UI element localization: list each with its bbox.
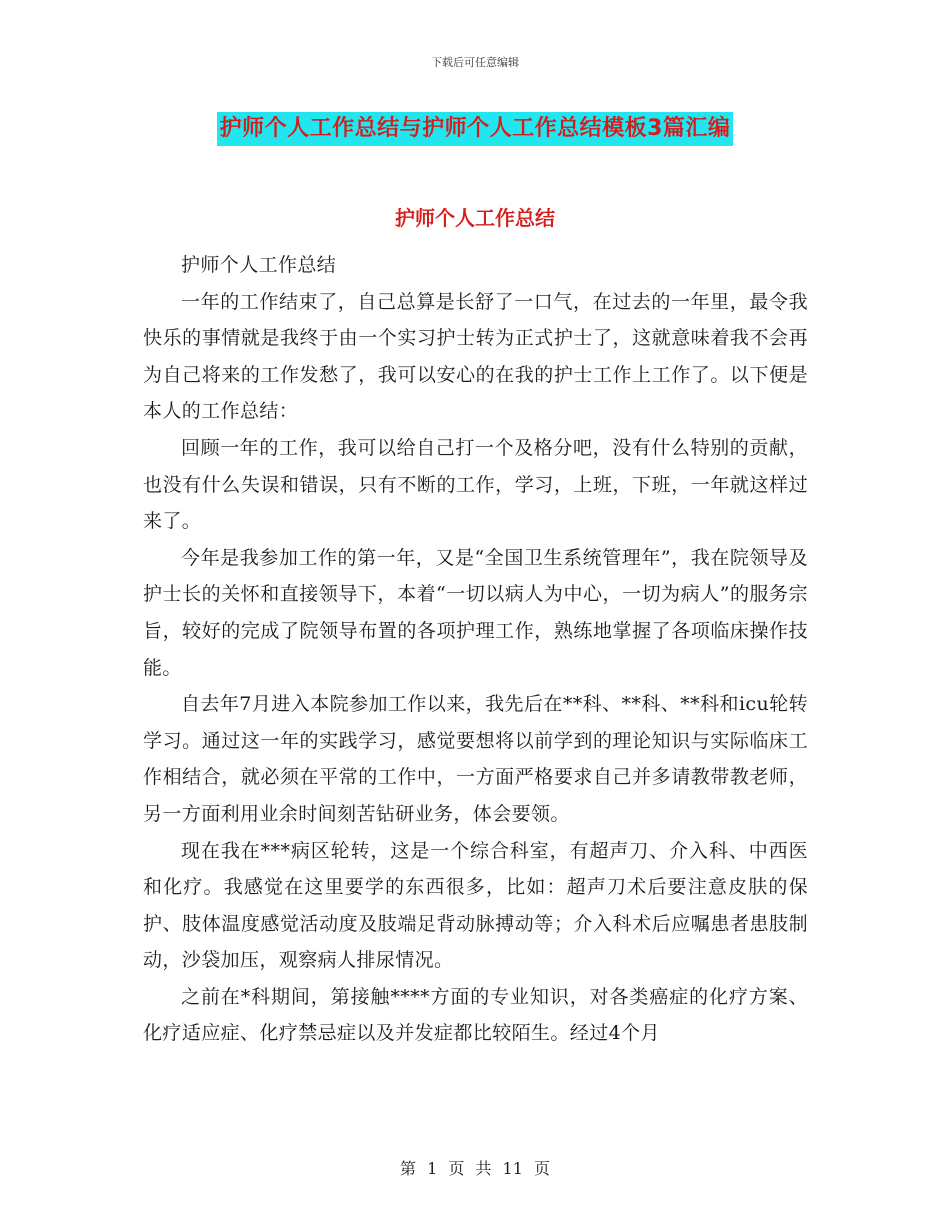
paragraph: 护师个人工作总结 — [181, 254, 337, 276]
paragraph: 现在我在***病区轮转，这是一个综合科室，有超声刀、介入科、中西医和化疗。我感觉在这里要学的东西很多，比如：超声刀术后要注意皮肤的保护、肢体温度感觉活动度及肢端足背动脉搏动等；介入科术后应嘱患者患肢制动，沙袋加压，观察病人排尿情况。 — [143, 839, 808, 972]
document-body — [143, 247, 808, 1052]
page-number-footer: 第 1 页 共 11 页 — [400, 1159, 550, 1178]
paragraph: 今年是我参加工作的第一年，又是“全国卫生系统管理年”，我在院领导及护士长的关怀和直接领导下，本着“一切以病人为中心，一切为病人”的服务宗旨，较好的完成了院领导布置的各项护理工作，熟练地掌握了各项临床操作技能。 — [143, 546, 808, 679]
main-title-container — [0, 112, 950, 146]
paragraph: 之前在*科期间，第接触****方面的专业知识，对各类癌症的化疗方案、化疗适应症、化疗禁忌症以及并发症都比较陌生。经过4个月 — [143, 985, 808, 1045]
paragraph: 自去年7月进入本院参加工作以来，我先后在**科、**科、**科和icu轮转学习。通过这一年的实践学习，感觉要想将以前学到的理论知识与实际临床工作相结合，就必须在平常的工作中，一方面严格要求自己并多请教带教老师，另一方面利用业余时间刻苦钻研业务，体会要领。 — [143, 693, 808, 825]
paragraph: 回顾一年的工作，我可以给自己打一个及格分吧，没有什么特别的贡献，也没有什么失误和错误，只有不断的工作，学习，上班，下班，一年就这样过来了。 — [143, 436, 808, 533]
page-header-note: 下载后可任意编辑 — [431, 56, 519, 69]
section-title: 护师个人工作总结 — [395, 206, 555, 230]
document-main-title: 护师个人工作总结与护师个人工作总结模板3篇汇编 — [217, 112, 734, 146]
paragraph: 一年的工作结束了，自己总算是长舒了一口气，在过去的一年里，最令我快乐的事情就是我终于由一个实习护士转为正式护士了，这就意味着我不会再为自己将来的工作发愁了，我可以安心的在我的护士工作上工作了。以下便是本人的工作总结： — [143, 290, 808, 423]
